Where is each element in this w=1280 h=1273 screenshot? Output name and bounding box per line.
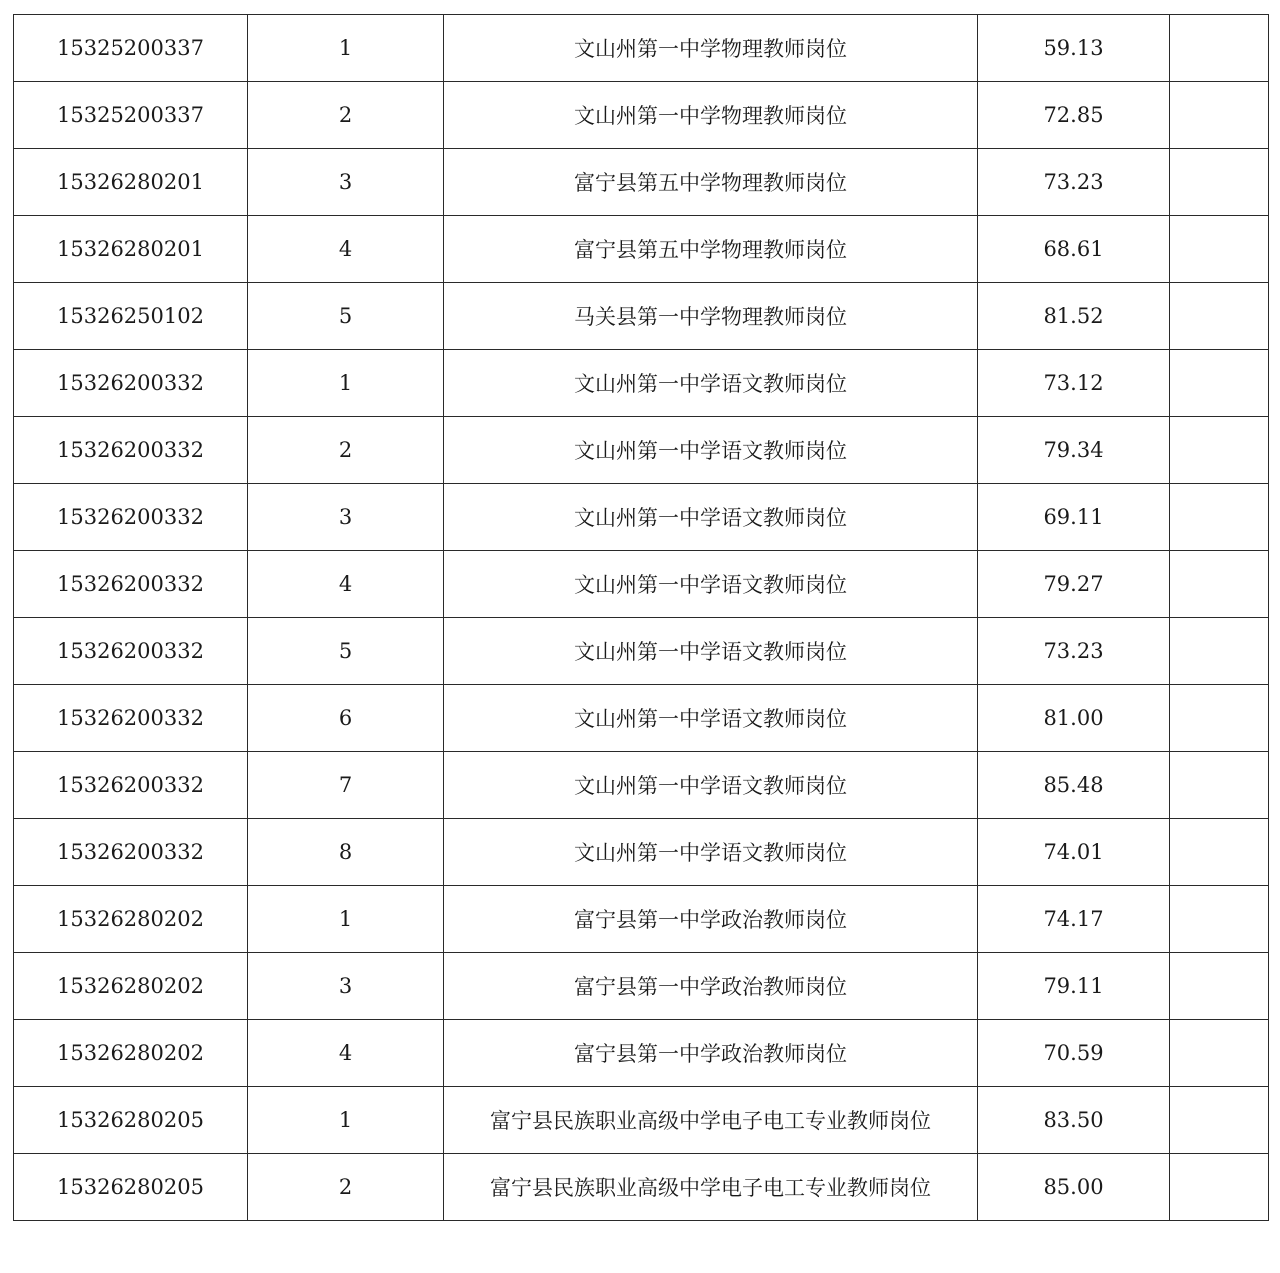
rank-cell: 5	[248, 283, 444, 350]
score-cell: 68.61	[978, 216, 1170, 283]
table-row	[14, 953, 1269, 1020]
table-row	[14, 618, 1269, 685]
note-cell	[1170, 752, 1269, 819]
exam-id-cell: 15326200332	[14, 752, 248, 819]
score-table-container	[13, 14, 1269, 1221]
position-cell: 富宁县民族职业高级中学电子电工专业教师岗位	[444, 1154, 978, 1221]
note-cell	[1170, 685, 1269, 752]
rank-cell: 4	[248, 1020, 444, 1087]
rank-cell: 3	[248, 484, 444, 551]
table-row	[14, 82, 1269, 149]
table-row	[14, 484, 1269, 551]
exam-id-cell: 15326200332	[14, 551, 248, 618]
position-cell: 文山州第一中学语文教师岗位	[444, 752, 978, 819]
rank-cell: 1	[248, 350, 444, 417]
position-cell: 文山州第一中学语文教师岗位	[444, 417, 978, 484]
note-cell	[1170, 819, 1269, 886]
exam-id-cell: 15326280205	[14, 1154, 248, 1221]
score-cell: 81.00	[978, 685, 1170, 752]
score-cell: 70.59	[978, 1020, 1170, 1087]
exam-id-cell: 15326280202	[14, 1020, 248, 1087]
note-cell	[1170, 484, 1269, 551]
score-cell: 72.85	[978, 82, 1170, 149]
score-cell: 73.23	[978, 618, 1170, 685]
score-cell: 83.50	[978, 1087, 1170, 1154]
position-cell: 富宁县第五中学物理教师岗位	[444, 216, 978, 283]
score-cell: 73.12	[978, 350, 1170, 417]
score-cell: 69.11	[978, 484, 1170, 551]
position-cell: 文山州第一中学语文教师岗位	[444, 551, 978, 618]
score-cell: 79.34	[978, 417, 1170, 484]
note-cell	[1170, 618, 1269, 685]
position-cell: 富宁县第一中学政治教师岗位	[444, 886, 978, 953]
table-row	[14, 149, 1269, 216]
position-cell: 富宁县第一中学政治教师岗位	[444, 953, 978, 1020]
position-cell: 文山州第一中学语文教师岗位	[444, 819, 978, 886]
exam-id-cell: 15326280201	[14, 216, 248, 283]
table-row	[14, 1154, 1269, 1221]
note-cell	[1170, 283, 1269, 350]
score-cell: 85.48	[978, 752, 1170, 819]
position-cell: 富宁县第一中学政治教师岗位	[444, 1020, 978, 1087]
score-cell: 85.00	[978, 1154, 1170, 1221]
position-cell: 文山州第一中学物理教师岗位	[444, 82, 978, 149]
table-row	[14, 15, 1269, 82]
position-cell: 文山州第一中学语文教师岗位	[444, 484, 978, 551]
note-cell	[1170, 1154, 1269, 1221]
score-cell: 73.23	[978, 149, 1170, 216]
rank-cell: 7	[248, 752, 444, 819]
exam-id-cell: 15325200337	[14, 82, 248, 149]
note-cell	[1170, 82, 1269, 149]
score-table	[13, 14, 1269, 1221]
exam-id-cell: 15326280202	[14, 886, 248, 953]
exam-id-cell: 15326200332	[14, 350, 248, 417]
exam-id-cell: 15325200337	[14, 15, 248, 82]
rank-cell: 4	[248, 216, 444, 283]
rank-cell: 3	[248, 953, 444, 1020]
exam-id-cell: 15326250102	[14, 283, 248, 350]
position-cell: 文山州第一中学语文教师岗位	[444, 685, 978, 752]
note-cell	[1170, 551, 1269, 618]
exam-id-cell: 15326280202	[14, 953, 248, 1020]
score-cell: 74.01	[978, 819, 1170, 886]
position-cell: 文山州第一中学语文教师岗位	[444, 350, 978, 417]
table-row	[14, 551, 1269, 618]
note-cell	[1170, 1020, 1269, 1087]
rank-cell: 5	[248, 618, 444, 685]
table-row	[14, 685, 1269, 752]
note-cell	[1170, 953, 1269, 1020]
table-row	[14, 1020, 1269, 1087]
position-cell: 文山州第一中学语文教师岗位	[444, 618, 978, 685]
position-cell: 马关县第一中学物理教师岗位	[444, 283, 978, 350]
position-cell: 富宁县民族职业高级中学电子电工专业教师岗位	[444, 1087, 978, 1154]
score-cell: 81.52	[978, 283, 1170, 350]
table-row	[14, 283, 1269, 350]
exam-id-cell: 15326200332	[14, 685, 248, 752]
note-cell	[1170, 417, 1269, 484]
rank-cell: 6	[248, 685, 444, 752]
score-table-body	[14, 15, 1269, 1221]
table-row	[14, 1087, 1269, 1154]
score-cell: 79.27	[978, 551, 1170, 618]
rank-cell: 1	[248, 886, 444, 953]
score-cell: 74.17	[978, 886, 1170, 953]
exam-id-cell: 15326280205	[14, 1087, 248, 1154]
exam-id-cell: 15326200332	[14, 484, 248, 551]
score-cell: 59.13	[978, 15, 1170, 82]
rank-cell: 4	[248, 551, 444, 618]
rank-cell: 3	[248, 149, 444, 216]
rank-cell: 1	[248, 1087, 444, 1154]
table-row	[14, 819, 1269, 886]
table-row	[14, 350, 1269, 417]
position-cell: 文山州第一中学物理教师岗位	[444, 15, 978, 82]
rank-cell: 8	[248, 819, 444, 886]
rank-cell: 2	[248, 417, 444, 484]
score-cell: 79.11	[978, 953, 1170, 1020]
note-cell	[1170, 15, 1269, 82]
table-row	[14, 752, 1269, 819]
position-cell: 富宁县第五中学物理教师岗位	[444, 149, 978, 216]
table-row	[14, 886, 1269, 953]
rank-cell: 2	[248, 1154, 444, 1221]
table-row	[14, 417, 1269, 484]
exam-id-cell: 15326200332	[14, 618, 248, 685]
note-cell	[1170, 350, 1269, 417]
note-cell	[1170, 1087, 1269, 1154]
note-cell	[1170, 886, 1269, 953]
exam-id-cell: 15326200332	[14, 819, 248, 886]
exam-id-cell: 15326280201	[14, 149, 248, 216]
rank-cell: 1	[248, 15, 444, 82]
exam-id-cell: 15326200332	[14, 417, 248, 484]
note-cell	[1170, 216, 1269, 283]
table-row	[14, 216, 1269, 283]
note-cell	[1170, 149, 1269, 216]
rank-cell: 2	[248, 82, 444, 149]
